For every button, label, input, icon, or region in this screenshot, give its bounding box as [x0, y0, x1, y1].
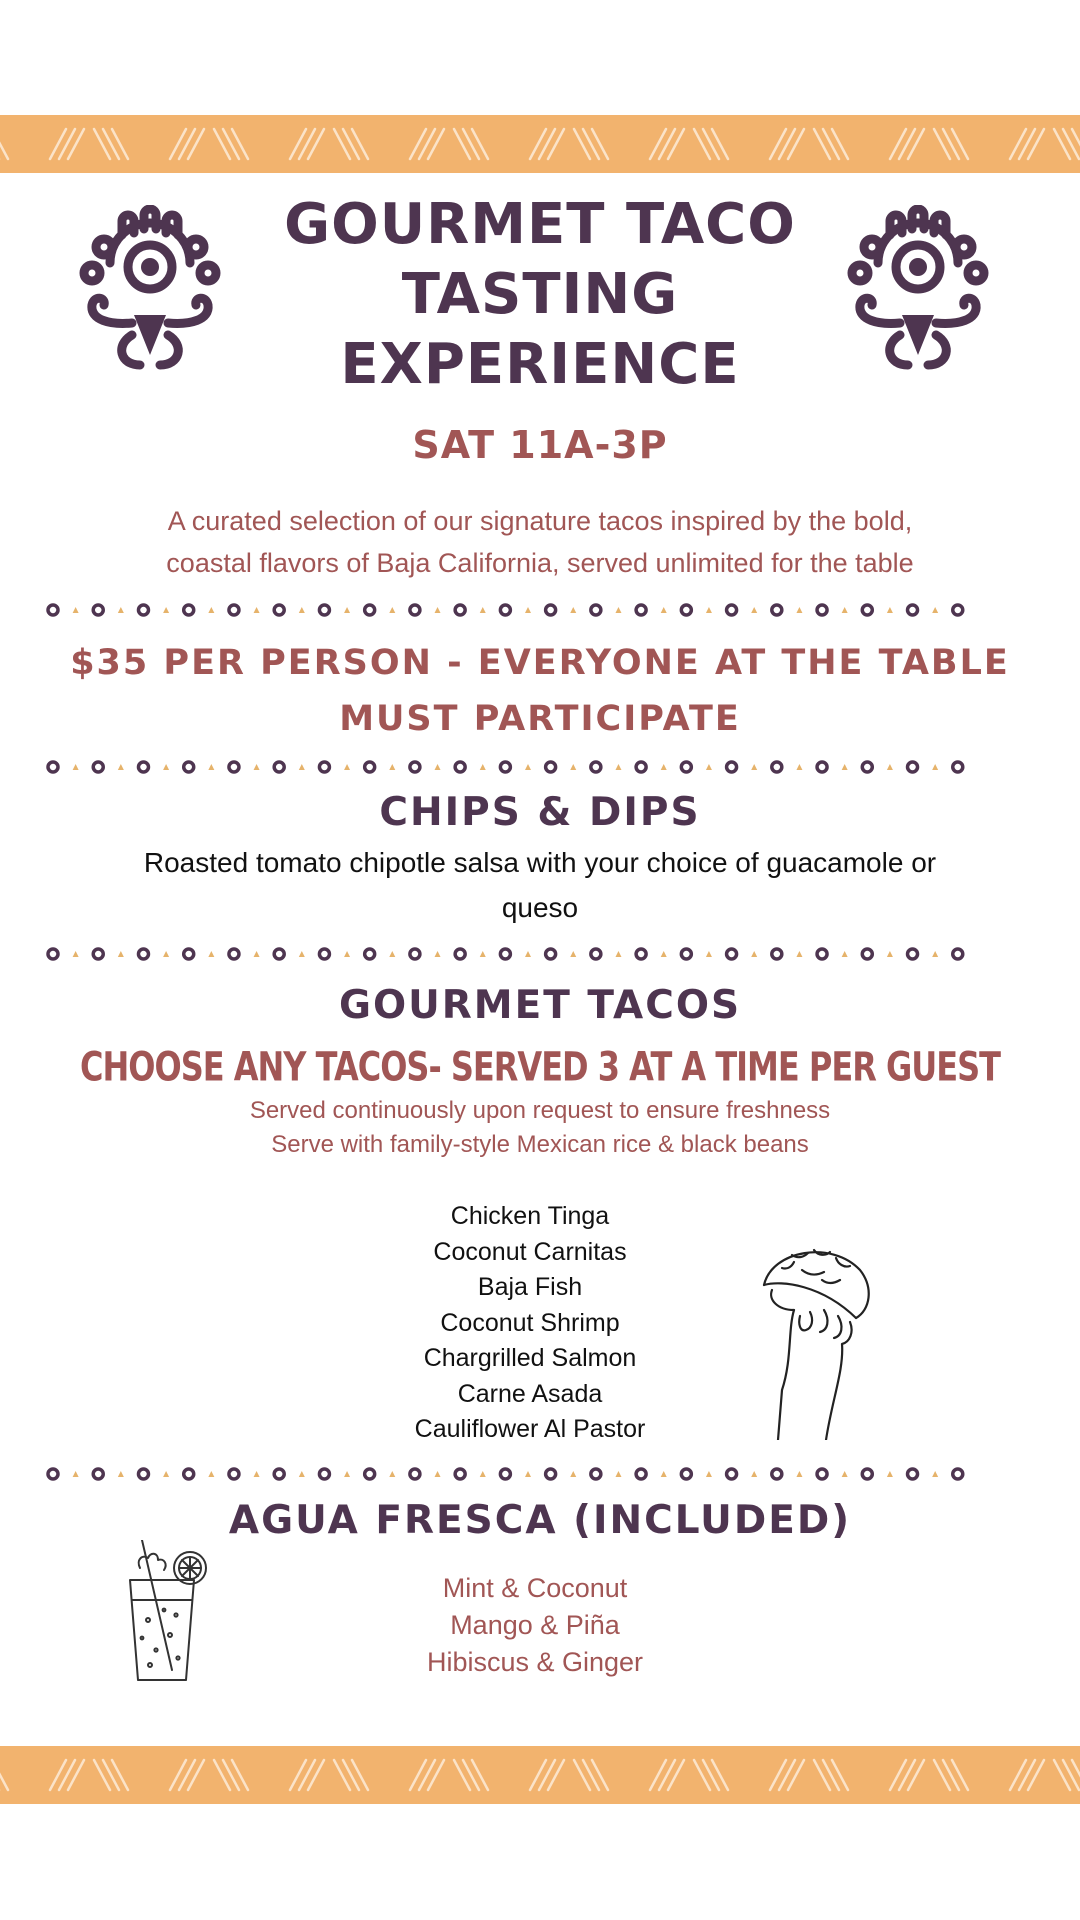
bottom-pattern-band — [0, 1746, 1080, 1804]
price-line-2: MUST PARTICIPATE — [339, 699, 741, 739]
sun-emblem-icon — [70, 205, 230, 385]
dot-divider — [45, 600, 995, 620]
band-pattern — [0, 115, 1080, 173]
list-item: Coconut Shrimp — [440, 1308, 620, 1337]
dot-divider — [45, 1464, 995, 1484]
dot-divider — [45, 944, 995, 964]
top-pattern-band — [0, 115, 1080, 173]
chips-line-1: Roasted tomato chipotle salsa with your choice of guacamole or — [143, 847, 937, 878]
tacos-note-1: Served continuously upon request to ensure freshness — [249, 1097, 831, 1124]
list-item: Hibiscus & Ginger — [426, 1647, 644, 1677]
taco-list — [340, 1199, 720, 1448]
intro-line-2: coastal flavors of Baja California, served unlimited for the table — [166, 548, 914, 578]
intro-description — [60, 500, 1020, 584]
price-line-1: $35 PER PERSON - EVERYONE AT THE TABLE — [70, 643, 1010, 683]
dot-divider — [45, 757, 995, 777]
intro-line-1: A curated selection of our signature tacos inspired by the bold, — [167, 506, 913, 536]
list-item: Baja Fish — [477, 1273, 583, 1301]
sun-emblem-icon — [838, 205, 998, 385]
tacos-note-2: Serve with family-style Mexican rice & black beans — [271, 1131, 809, 1158]
event-hours: SAT 11A-3P — [412, 423, 668, 467]
list-item: Chargrilled Salmon — [423, 1344, 637, 1372]
chips-description — [50, 840, 1030, 930]
title-line-2: TASTING — [401, 262, 679, 327]
agua-fresca-heading: AGUA FRESCA (INCLUDED) — [228, 1498, 852, 1543]
page-title — [270, 190, 810, 400]
title-line-3: EXPERIENCE — [340, 332, 740, 397]
list-item: Chicken Tinga — [450, 1202, 610, 1230]
taco-in-hand-icon — [752, 1240, 882, 1440]
tacos-heading: GOURMET TACOS — [338, 983, 742, 1028]
agua-fresca-list — [340, 1570, 730, 1681]
title-line-1: GOURMET TACO — [284, 192, 796, 257]
list-item: Mint & Coconut — [442, 1573, 628, 1603]
list-item: Cauliflower Al Pastor — [414, 1415, 646, 1443]
tacos-subheading: CHOOSE ANY TACOS- SERVED 3 AT A TIME PER GUEST — [80, 1043, 1000, 1091]
list-item: Coconut Carnitas — [433, 1237, 627, 1266]
chips-heading: CHIPS & DIPS — [379, 790, 701, 835]
list-item: Mango & Piña — [450, 1610, 620, 1640]
agua-fresca-glass-icon — [120, 1540, 220, 1690]
band-pattern — [0, 1746, 1080, 1804]
chips-line-2: queso — [501, 892, 579, 923]
list-item: Carne Asada — [457, 1379, 603, 1408]
tacos-notes — [0, 1094, 1080, 1162]
price-notice — [60, 635, 1020, 747]
